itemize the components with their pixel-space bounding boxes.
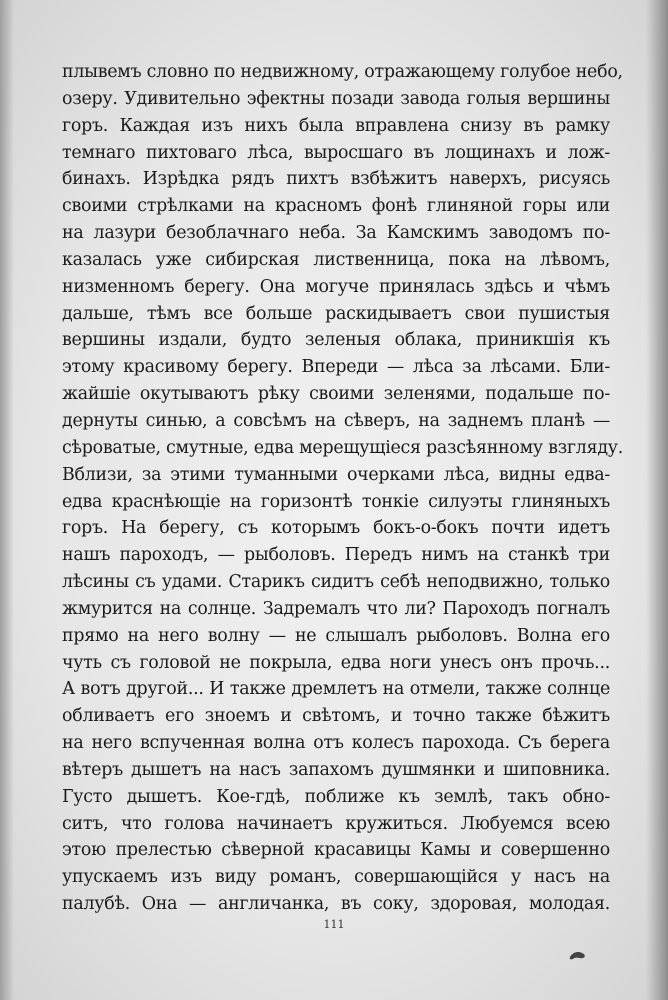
page-number: 111 <box>323 918 345 931</box>
text-line: сѣроватые, смутные, едва мерещущіеся разсѣянному взгляду. <box>62 437 624 458</box>
text-line: упускаемъ изъ виду романъ, совершающійся у насъ на <box>62 867 610 888</box>
text-line: горъ. На берегу, съ которымъ бокъ-о-бокъ почти идетъ <box>62 518 610 539</box>
text-line: этою прелестью сѣверной красавицы Камы и совершенно <box>62 840 610 861</box>
text-line: чуть съ головой не покрыла, едва ноги унесъ онъ прочь... <box>62 652 610 673</box>
page-shadow-left <box>0 0 14 1000</box>
text-line: прямо на него волну — не слышалъ рыболовъ. Волна его <box>62 625 610 646</box>
text-line: лѣсины съ удами. Старикъ сидитъ себѣ неподвижно, только <box>62 572 610 593</box>
text-line: своими стрѣлками на красномъ фонѣ глиняной горы или <box>62 196 610 217</box>
text-line: вѣтеръ дышетъ на насъ запахомъ душмянки и шиповника. <box>62 759 610 780</box>
text-line: на него вспученная волна отъ колесъ парохода. Съ берега <box>62 733 610 754</box>
text-line: жайшіе окутываютъ рѣку своими зеленями, подальше по- <box>62 384 610 405</box>
text-line: Густо дышетъ. Кое-гдѣ, поближе къ землѣ, такъ обно- <box>62 786 610 807</box>
text-line: темнаго пихтоваго лѣса, выросшаго въ лощинахъ и лож- <box>62 142 610 163</box>
text-line: горъ. Каждая изъ нихъ была вправлена снизу въ рамку <box>62 115 610 136</box>
text-line: казалась уже сибирская лиственница, пока на лѣвомъ, <box>62 249 610 270</box>
text-line: дернуты синью, а совсѣмъ на сѣверъ, на заднемъ планѣ — <box>62 410 610 431</box>
text-line: бинахъ. Изрѣдка рядъ пихтъ взбѣжитъ наверхъ, рисуясь <box>62 169 610 190</box>
text-line: этому красивому берегу. Впереди — лѣса за лѣсами. Бли- <box>62 357 610 378</box>
text-line: вершины издали, будто зеленыя облака, приникшія къ <box>62 330 610 351</box>
text-line: едва краснѣющіе на горизонтѣ тонкіе силуэты глиняныхъ <box>62 491 610 512</box>
body-text <box>62 59 624 918</box>
text-line: нашъ пароходъ, — рыболовъ. Передъ нимъ на станкѣ три <box>62 545 610 566</box>
text-line: озеру. Удивительно эфектны позади завода голыя вершины <box>62 88 610 109</box>
text-line: дальше, тѣмъ все больше раскидываетъ свои пушистыя <box>62 303 610 324</box>
text-line: обливаетъ его зноемъ и свѣтомъ, и точно также бѣжитъ <box>62 706 610 727</box>
text-line: на лазури безоблачнаго неба. За Камскимъ заводомъ по- <box>62 223 610 244</box>
text-line: низменномъ берегу. Она могуче принялась здѣсь и чѣмъ <box>62 276 610 297</box>
text-line: палубѣ. Она — англичанка, въ соку, здоровая, молодая. <box>62 894 610 915</box>
text-line: плывемъ словно по недвижному, отражающему голубое небо, <box>62 62 623 82</box>
ink-smudge-icon <box>568 948 588 962</box>
text-line: жмурится на солнце. Задремалъ что ли? Пароходъ погналъ <box>62 598 610 619</box>
text-line: ситъ, что голова начинаетъ кружиться. Любуемся всею <box>62 813 610 834</box>
text-line: Вблизи, за этими туманными очерками лѣса, видны едва- <box>62 464 610 485</box>
page-shadow-right <box>646 0 668 1000</box>
text-line: А вотъ другой... И также дремлетъ на отмели, также солнце <box>62 679 610 700</box>
